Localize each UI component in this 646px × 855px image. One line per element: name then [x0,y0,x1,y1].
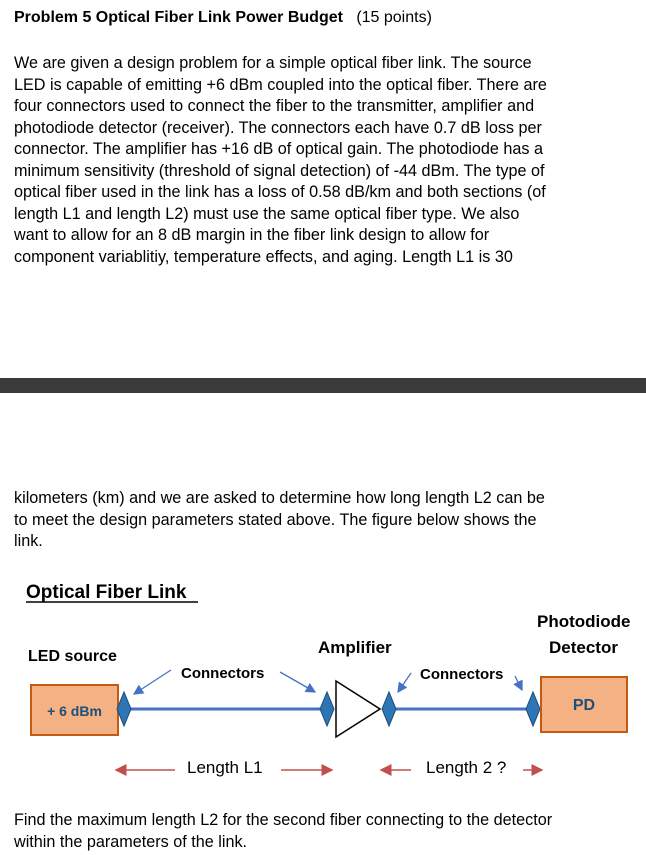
connector-pointer-arrow [398,673,411,692]
text-line: We are given a design problem for a simple optical fiber link. The source [14,54,532,72]
text-line: want to allow for an 8 dB margin in the fiber link design to allow for [14,226,490,244]
connector-pointer-arrow [134,670,171,694]
question-text [14,810,640,853]
amplifier-triangle-icon [336,681,380,737]
connector-pointer-arrow [515,676,522,690]
problem-points: (15 points) [356,9,432,26]
text-line: component variablitiy, temperature effects, and aging. Length L1 is 30 [14,247,513,266]
text-line: within the parameters of the link. [14,832,248,851]
pd-label: PD [572,697,596,714]
length-l2-label: Length 2 ? [426,758,507,777]
problem-title: Problem 5 Optical Fiber Link Power Budget [14,9,343,26]
text-line: link. [14,532,43,550]
text-line: to meet the design parameters stated above. The figure below shows the [14,510,537,529]
photodiode-label: Photodiode [537,612,631,631]
text-line: connector. The amplifier has +16 dB of optical gain. The photodiode has a [14,140,544,158]
connector-icon [320,692,334,726]
text-line: minimum sensitivity (threshold of signal detection) of -44 dBm. The type of [14,161,545,180]
connector-icon [382,692,396,726]
text-line: four connectors used to connect the fiber to the transmitter, amplifier and [14,97,535,115]
amplifier-label: Amplifier [318,638,392,657]
text-line: length L1 and length L2) must use the same optical fiber type. We also [14,204,520,223]
detector-label: Detector [549,638,618,657]
led-source-label: LED source [28,648,117,665]
text-line: kilometers (km) and we are asked to determine how long length L2 can be [14,489,545,507]
connectors-left-label: Connectors [181,665,265,682]
text-line: LED is capable of emitting +6 dBm coupled into the optical fiber. There are [14,75,547,94]
text-line: photodiode detector (receiver). The connectors each have 0.7 dB loss per [14,118,542,137]
connector-icon [117,692,131,726]
led-power-value: + 6 dBm [47,703,102,719]
connector-icon [526,692,540,726]
length-l1-label: Length L1 [187,758,263,777]
connector-pointer-arrow [280,672,315,692]
figure-title: Optical Fiber Link [26,582,187,603]
text-line: optical fiber used in the link has a loss of 0.58 dB/km and both sections (of [14,183,546,201]
connectors-right-label: Connectors [420,666,504,683]
text-line: Find the maximum length L2 for the second fiber connecting to the detector [14,811,553,829]
